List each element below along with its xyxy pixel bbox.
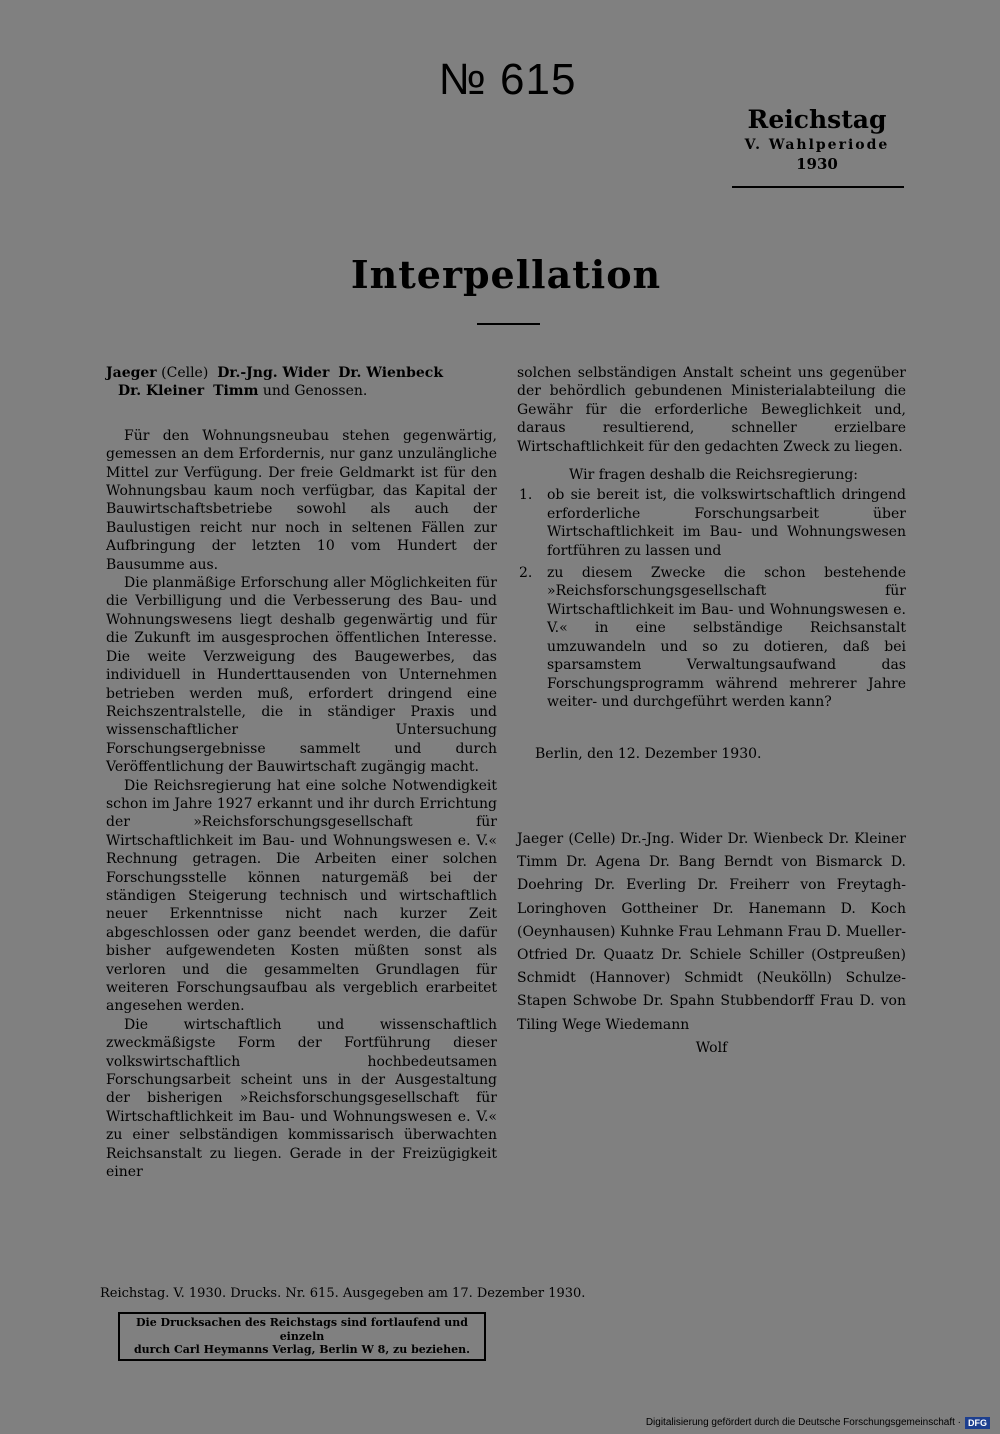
body-paragraph: Für den Wohnungsneubau stehen gegenwärtig, gemessen an dem Erfordernis, nur ganz unzulängliche Mittel zur Verfügung. Der freie Geldmarkt ist für den Wohnungsbau kaum noch verfügbar, das Kapital der Bauwirtschaftsbetriebe sowohl als auch der Baulustigen reicht nur noch in seltenen Fällen zur Aufbringung der letzten 10 vom Hundert der Bausumme aus. — [106, 427, 497, 573]
document-number: № 615 — [438, 55, 577, 104]
header-rule — [732, 186, 904, 188]
author-3: Dr. Wienbeck — [338, 365, 444, 381]
question-item — [517, 564, 906, 711]
body-paragraph: Die Reichsregierung hat eine solche Notwendigkeit schon im Jahre 1927 erkannt und ihr durch Errichtung der »Reichsforschungsgesellschaft für Wirtschaftlichkeit im Bau- und Wohnungswesen e. V.« Rechnung getragen. Die Arbeiten einer solchen Forschungsstelle können naturgemäß bei der ständigen Steigerung technisch und wirtschaftlich neuer Erkenntnisse nicht nach kurzer Zeit abgeschlossen oder ganz beendet werden, die dafür bisher aufgewendeten Kosten müßten sonst als verloren und die gesammelten Grundlagen für weiteren Forschungsaufbau als vergeblich erarbeitet angesehen werden. — [106, 777, 497, 1015]
and-others: und Genossen. — [262, 383, 368, 400]
parliament-year: 1930 — [796, 155, 838, 173]
question-number: 1. — [519, 487, 533, 504]
author-2: Dr.-Jng. Wider — [217, 365, 330, 381]
distribution-notice-line-2: durch Carl Heymanns Verlag, Berlin W 8, zu beziehen. — [133, 1343, 471, 1356]
author-4: Dr. Kleiner — [118, 383, 205, 400]
author-5: Timm — [213, 383, 259, 400]
document-type-title: Interpellation — [350, 252, 662, 297]
distribution-notice-line-1: Die Drucksachen des Reichstags sind fortlaufend und einzeln — [136, 1316, 468, 1343]
distribution-notice-box — [118, 1312, 486, 1361]
question-text: zu diesem Zwecke die schon bestehende »Reichsforschungsgesellschaft für Wirtschaftlichkeit im Bau- und Wohnungswesen e. V.« in eine selbständige Reichsanstalt umzuwandeln und so zu dotieren, daß bei sparsamstem Verwaltungsaufwand das Forschungsprogramm während mehrerer Jahre weiter- und durchgeführt werden kann? — [547, 565, 906, 710]
title-rule — [477, 323, 540, 325]
signatories-last: Wolf — [695, 1039, 728, 1056]
funding-text: Digitalisierung gefördert durch die Deutsche Forschungsgemeinschaft · — [645, 1417, 961, 1428]
question-text: ob sie bereit ist, die volkswirtschaftlich dringend erforderliche Forschungsarbeit über Wirtschaftlichkeit im Bau- und Wohnungswesen fortführen zu lassen und — [547, 487, 906, 559]
footer-citation: Reichstag. V. 1930. Drucks. Nr. 615. Ausgegeben am 17. Dezember 1930. — [100, 1286, 586, 1301]
author-1-place: (Celle) — [161, 365, 209, 381]
parliament-name: Reichstag — [747, 105, 887, 134]
signatories-block — [517, 828, 906, 1060]
question-item — [517, 486, 906, 560]
funding-note — [646, 1417, 990, 1429]
body-paragraph: Die planmäßige Erforschung aller Möglichkeiten für die Verbilligung und die Verbesserung des Bau- und Wohnungswesens liegt deshalb gegenwärtig und für die Zukunft im ausgesprochen öffentlichen Interesse. Die weite Verzweigung des Baugewerbes, das individuell in Hunderttausenden von Unternehmen betrieben werden muß, erfordert dringend eine Reichszentralstelle, die in ständiger Praxis und wissenschaftlicher Untersuchung Forschungsergebnisse sammelt und durch Veröffentlichung der Bauwirtschaft zugängig macht. — [106, 575, 497, 776]
body-paragraph: Die wirtschaftlich und wissenschaftlich zweckmäßigste Form der Fortführung dieser volkswirtschaftlich hochbedeutsamen Forschungsarbeit scheint uns in der Ausgestaltung der bisherigen »Reichsforschungsgesellschaft für Wirtschaftlichkeit im Bau- und Wohnungswesen e. V.« zu einer selbständigen kommissarisch überwachten Reichsanstalt zu liegen. Gerade in der Freizügigkeit einer — [106, 1016, 497, 1181]
signatories-list: Jaeger (Celle) Dr.-Jng. Wider Dr. Wienbeck Dr. Kleiner Timm Dr. Agena Dr. Bang Berndt von Bismarck D. Doehring Dr. Everling Dr. Freiherr von Freytagh-Loringhoven Gottheiner Dr. Hanemann D. Koch (Oeynhausen) Kuhnke Frau Lehmann Frau D. Mueller-Otfried Dr. Quaatz Dr. Schiele Schiller (Ostpreußen) Schmidt (Hannover) Schmidt (Neukölln) Schulze-Stapen Schwobe Dr. Spahn Stubbendorff Frau D. von Tiling Wege Wiedemann — [517, 831, 906, 1033]
dateline: Berlin, den 12. Dezember 1930. — [535, 746, 762, 762]
author-1: Jaeger — [106, 365, 157, 381]
question-number: 2. — [519, 565, 533, 582]
continuation-paragraph: solchen selbständigen Anstalt scheint uns gegenüber der behördlich gebundenen Ministerialabteilung die Gewähr für die erforderliche Beweglichkeit und, daraus resultierend, schneller erzielbare Wirtschaftlichkeit für den gedachten Zweck zu liegen. — [517, 365, 906, 455]
authors-line — [106, 364, 497, 401]
left-column — [106, 364, 497, 1181]
parliament-block — [732, 105, 902, 173]
dfg-logo-icon: DFG — [965, 1417, 990, 1429]
right-column — [517, 364, 906, 711]
parliament-period: V. Wahlperiode — [744, 137, 890, 153]
questions-intro: Wir fragen deshalb die Reichsregierung: — [569, 467, 859, 484]
